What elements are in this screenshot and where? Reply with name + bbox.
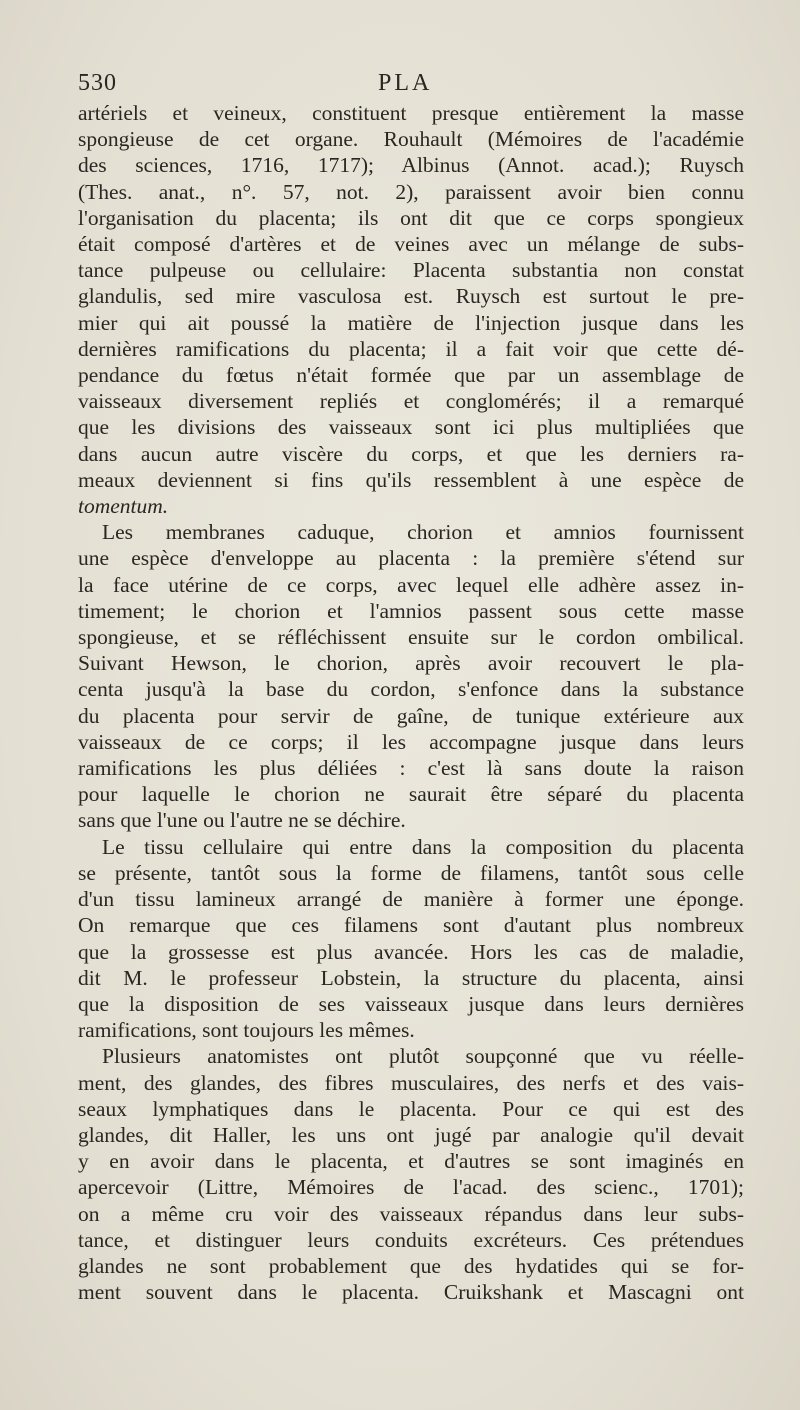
text-line: que la grossesse est plus avancée. Hors les cas de maladie,: [78, 939, 744, 964]
text-line: vaisseaux de ce corps; il les accompagne jusque dans leurs: [78, 729, 744, 754]
text-line: se présente, tantôt sous la forme de filamens, tantôt sous celle: [78, 860, 744, 885]
text-line: dernières ramifications du placenta; il a fait voir que cette dé-: [78, 336, 744, 361]
text-line: centa jusqu'à la base du cordon, s'enfonce dans la substance: [78, 677, 744, 702]
text-line: ment souvent dans le placenta. Cruikshank et Mascagni ont: [78, 1280, 744, 1305]
text-line: on a même cru voir des vaisseaux répandus dans leur subs-: [78, 1201, 744, 1226]
text-line: du placenta pour servir de gaîne, de tunique extérieure aux: [78, 703, 744, 728]
text-line: seaux lymphatiques dans le placenta. Pour ce qui est des: [78, 1096, 744, 1121]
page-number: 530: [78, 70, 117, 96]
text-line: apercevoir (Littre, Mémoires de l'acad. des scienc., 1701);: [78, 1175, 744, 1200]
text-line: y en avoir dans le placenta, et d'autres se sont imaginés en: [78, 1149, 744, 1174]
text-line: vaisseaux diversement repliés et conglomérés; il a remarqué: [78, 389, 744, 414]
paragraph: [78, 834, 744, 1044]
text-line: que les divisions des vaisseaux sont ici plus multipliées que: [78, 415, 744, 440]
text-line: une espèce d'enveloppe au placenta : la première s'étend sur: [78, 546, 744, 571]
text-line: pour laquelle le chorion ne saurait être séparé du placenta: [78, 782, 744, 807]
text-line: Les membranes caduque, chorion et amnios fournissent: [102, 520, 744, 545]
text-line: spongieuse de cet organe. Rouhault (Mémoires de l'académie: [78, 127, 744, 152]
text-line: des sciences, 1716, 1717); Albinus (Annot. acad.); Ruysch: [78, 153, 744, 178]
text-line: ment, des glandes, des fibres musculaires, des nerfs et des vais-: [78, 1070, 744, 1095]
text-line: que la disposition de ses vaisseaux jusque dans leurs dernières: [78, 991, 744, 1016]
text-line: glandes ne sont probablement que des hydatides qui se for-: [78, 1253, 744, 1278]
text-line: d'un tissu lamineux arrangé de manière à former une éponge.: [78, 887, 744, 912]
text-line: tance, et distinguer leurs conduits excréteurs. Ces prétendues: [78, 1227, 744, 1252]
text-line: (Thes. anat., n°. 57, not. 2), paraissent avoir bien connu: [78, 179, 744, 204]
text-line: tomentum.: [78, 494, 169, 519]
text-line: meaux deviennent si fins qu'ils ressemblent à une espèce de: [78, 467, 744, 492]
paragraph: [78, 1043, 744, 1305]
page-header: [78, 70, 744, 102]
text-line: la face utérine de ce corps, avec lequel elle adhère assez in-: [78, 572, 744, 597]
text-line: sans que l'une ou l'autre ne se déchire.: [78, 808, 406, 833]
running-head: PLA: [378, 70, 433, 96]
text-line: mier qui ait poussé la matière de l'injection jusque dans les: [78, 310, 744, 335]
text-line: timement; le chorion et l'amnios passent sous cette masse: [78, 598, 744, 623]
text-line: Plusieurs anatomistes ont plutôt soupçonné que vu réelle-: [102, 1044, 744, 1069]
paragraph: [78, 519, 744, 833]
text-line: dit M. le professeur Lobstein, la structure du placenta, ainsi: [78, 965, 744, 990]
text-line: ramifications les plus déliées : c'est là sans doute la raison: [78, 756, 744, 781]
text-line: était composé d'artères et de veines avec un mélange de subs-: [78, 232, 744, 257]
paragraph: [78, 100, 744, 519]
text-line: Le tissu cellulaire qui entre dans la composition du placenta: [102, 834, 744, 859]
text-line: pendance du fœtus n'était formée que par un assemblage de: [78, 363, 744, 388]
text-line: ramifications, sont toujours les mêmes.: [78, 1018, 415, 1043]
text-line: Suivant Hewson, le chorion, après avoir recouvert le pla-: [78, 651, 744, 676]
text-line: glandes, dit Haller, les uns ont jugé par analogie qu'il devait: [78, 1122, 744, 1147]
text-line: dans aucun autre viscère du corps, et que les derniers ra-: [78, 441, 744, 466]
text-line: spongieuse, et se réfléchissent ensuite sur le cordon ombilical.: [78, 625, 744, 650]
text-line: tance pulpeuse ou cellulaire: Placenta substantia non constat: [78, 258, 744, 283]
text-line: On remarque que ces filamens sont d'autant plus nombreux: [78, 913, 744, 938]
body-text: [78, 100, 744, 1305]
text-line: l'organisation du placenta; ils ont dit que ce corps spongieux: [78, 205, 744, 230]
text-line: glandulis, sed mire vasculosa est. Ruysch est surtout le pre-: [78, 284, 744, 309]
text-line: artériels et veineux, constituent presque entièrement la masse: [78, 101, 744, 125]
